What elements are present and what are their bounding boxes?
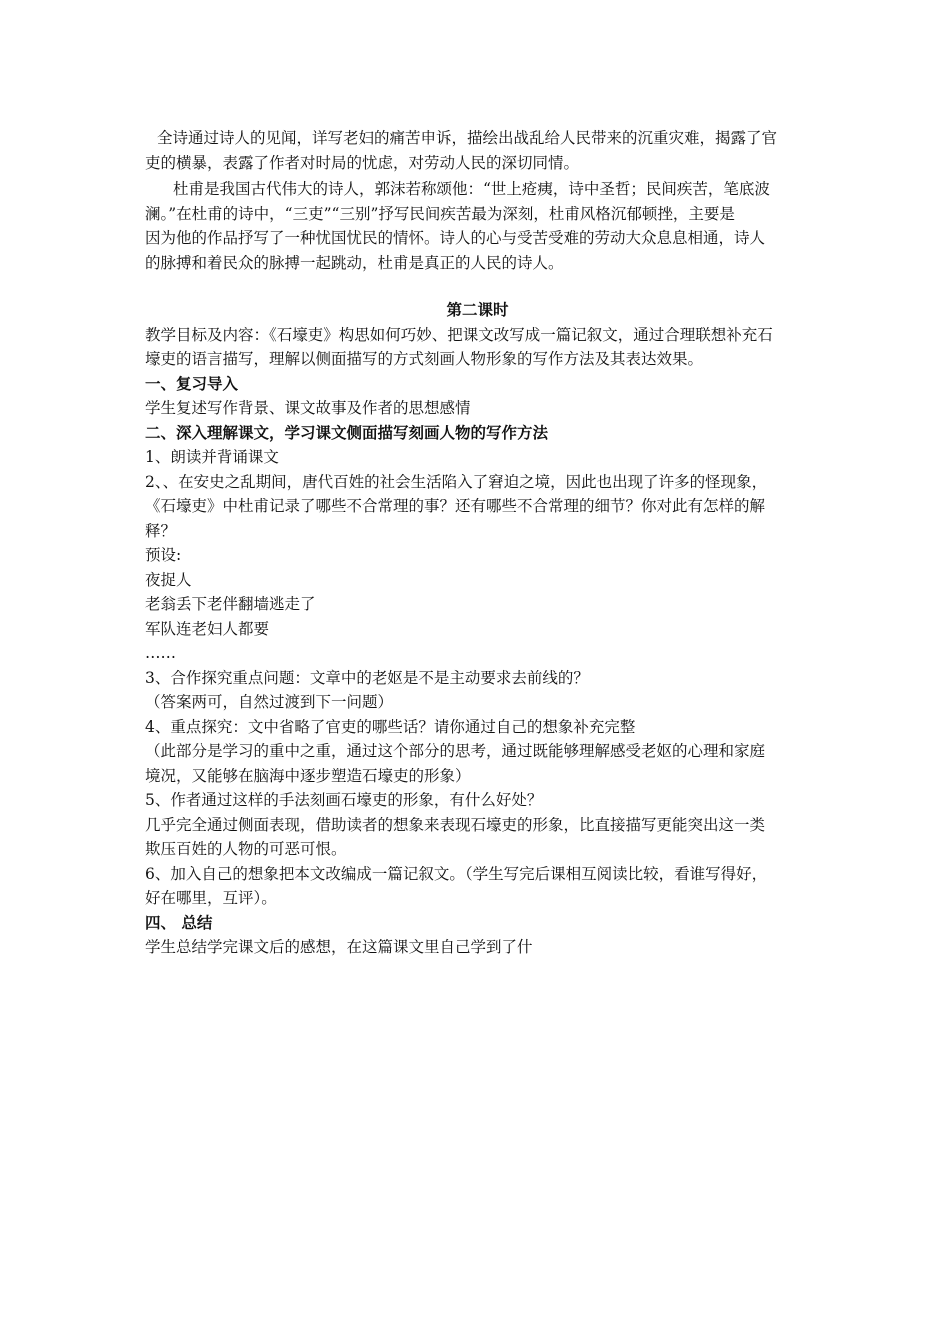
text-line: （此部分是学习的重中之重，通过这个部分的思考，通过既能够理解感受老妪的心理和家庭 [145,742,766,760]
item-3: 3、合作探究重点问题：文章中的老妪是不是主动要求去前线的？ [145,668,589,687]
section-title: 第二课时 [446,300,509,319]
heading-deep-understanding: 二、深入理解课文，学习课文侧面描写刻画人物的写作方法 [145,422,549,442]
text-line: 几乎完全通过侧面表现，借助读者的想象来表现石壕吏的形象，比直接描写更能突出这一类 [145,815,766,834]
text-line: 的脉搏和着民众的脉搏一起跳动，杜甫是真正的人民的诗人。 [145,253,564,272]
item-5-answer [145,813,810,862]
item-4-note [145,739,810,788]
text-line: 好在哪里，互评）。 [145,889,277,907]
text-line: 欺压百姓的人物的可恶可恨。 [145,840,347,858]
text-line: 2、、在安史之乱期间，唐代百姓的社会生活陷入了窘迫之境，因此也出现了许多的怪现象， [145,472,768,491]
preset-label: 预设: [145,546,182,564]
text-line: 因为他的作品抒写了一种忧国忧民的情怀。诗人的心与受苦受难的劳动大众息息相通，诗人 [145,229,766,247]
text-line: 释？ [145,521,177,540]
preset-item: 夜捉人 [145,570,192,589]
item-3-note: （答案两可，自然过渡到下一问题） [145,693,394,711]
preset-item: 军队连老妇人都要 [145,619,270,638]
review-text: 学生复述写作背景、课文故事及作者的思想感情 [145,399,471,417]
text-line: 6、加入自己的想象把本文改编成一篇记叙文。（学生写完后课相互阅读比较，看谁写得好， [145,864,768,883]
text-line: 澜。”在杜甫的诗中，“三吏”“三别”抒写民间疾苦最为深刻，杜甫风格沉郁顿挫，主要是 [145,204,735,223]
heading-review: 一、复习导入 [145,373,239,393]
text-line: 教学目标及内容：《石壕吏》构思如何巧妙、把课文改写成一篇记叙文，通过合理联想补充石 [145,325,773,344]
item-1: 1、朗读并背诵课文 [145,448,279,466]
teaching-goal [145,323,810,372]
item-6 [145,862,810,911]
text-line: 全诗通过诗人的见闻，详写老妇的痛苦申诉，描绘出战乱给人民带来的沉重灾难，揭露了官 [157,129,778,147]
item-5: 5、作者通过这样的手法刻画石壕吏的形象，有什么好处？ [145,791,543,809]
text-line: 《石壕吏》中杜甫记录了哪些不合常理的事？还有哪些不合常理的细节？你对此有怎样的解 [145,497,766,515]
intro-paragraph-1 [145,126,810,175]
preset-item: 老翁丢下老伴翻墙逃走了 [145,595,316,613]
text-line: 吏的横暴，表露了作者对时局的忧虑，对劳动人民的深切同情。 [145,153,580,172]
intro-paragraph-2 [145,177,810,275]
heading-summary: 四、 总结 [145,912,213,932]
ellipsis: …… [145,644,176,662]
item-4: 4、重点探究：文中省略了官吏的哪些话？请你通过自己的想象补充完整 [145,717,636,736]
item-2 [145,470,810,544]
text-line: 杜甫是我国古代伟大的诗人，郭沫若称颂他：“世上疮痍，诗中圣哲；民间疾苦，笔底波 [173,180,770,198]
summary-text: 学生总结学完课文后的感想，在这篇课文里自己学到了什 [145,938,533,956]
text-line: 壕吏的语言描写，理解以侧面描写的方式刻画人物形象的写作方法及其表达效果。 [145,350,704,368]
text-line: 境况，又能够在脑海中逐步塑造石壕吏的形象） [145,766,471,785]
document-body [145,126,810,960]
